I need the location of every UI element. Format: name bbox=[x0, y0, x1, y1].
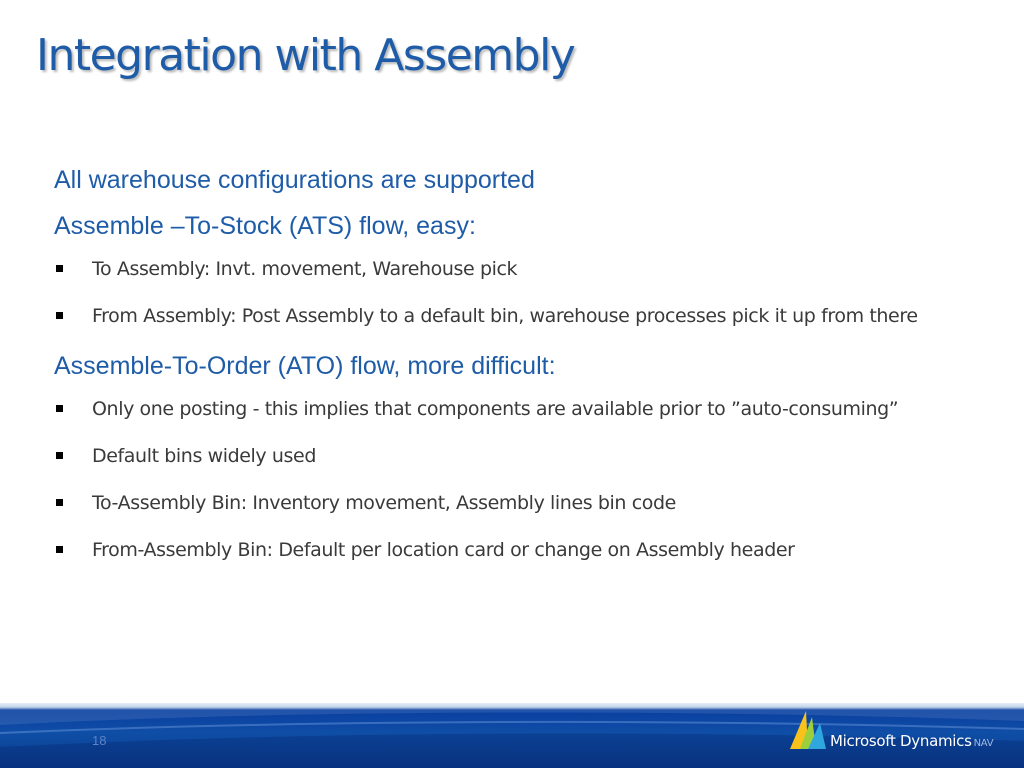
slide-content bbox=[54, 163, 974, 583]
footer-bar bbox=[0, 703, 1024, 768]
brand-label bbox=[830, 732, 993, 750]
bullet-text: From Assembly: Post Assembly to a default bin, warehouse processes pick it up from there bbox=[92, 305, 918, 327]
bullet-item bbox=[54, 302, 974, 331]
square-bullet-icon bbox=[56, 499, 63, 506]
page-number: 18 bbox=[92, 733, 107, 748]
heading-ato-flow: Assemble-To-Order (ATO) flow, more difficult: bbox=[54, 352, 556, 380]
heading-ats-flow: Assemble –To-Stock (ATS) flow, easy: bbox=[54, 212, 476, 240]
bullet-text: To Assembly: Invt. movement, Warehouse pick bbox=[92, 258, 518, 280]
heading-warehouse-configurations: All warehouse configurations are supported bbox=[54, 166, 535, 194]
microsoft-dynamics-logo-icon bbox=[786, 709, 830, 753]
microsoft-dynamics-logo bbox=[786, 709, 1024, 759]
bullet-item bbox=[54, 395, 974, 424]
square-bullet-icon bbox=[56, 405, 63, 412]
bullet-text: Only one posting - this implies that components are available prior to ”auto-consuming” bbox=[92, 398, 899, 420]
brand-name: Microsoft Dynamics bbox=[830, 732, 972, 750]
bullet-text: From-Assembly Bin: Default per location card or change on Assembly header bbox=[92, 539, 795, 561]
bullet-item bbox=[54, 442, 974, 471]
bullet-text: Default bins widely used bbox=[92, 445, 317, 467]
square-bullet-icon bbox=[56, 265, 63, 272]
bullet-item bbox=[54, 536, 974, 565]
bullet-item bbox=[54, 255, 974, 284]
bullet-text: To-Assembly Bin: Inventory movement, Assembly lines bin code bbox=[92, 492, 676, 514]
brand-suffix: NAV bbox=[973, 738, 994, 749]
square-bullet-icon bbox=[56, 452, 63, 459]
square-bullet-icon bbox=[56, 546, 63, 553]
bullet-item bbox=[54, 489, 974, 518]
square-bullet-icon bbox=[56, 312, 63, 319]
slide-title: Integration with Assembly bbox=[36, 30, 575, 81]
